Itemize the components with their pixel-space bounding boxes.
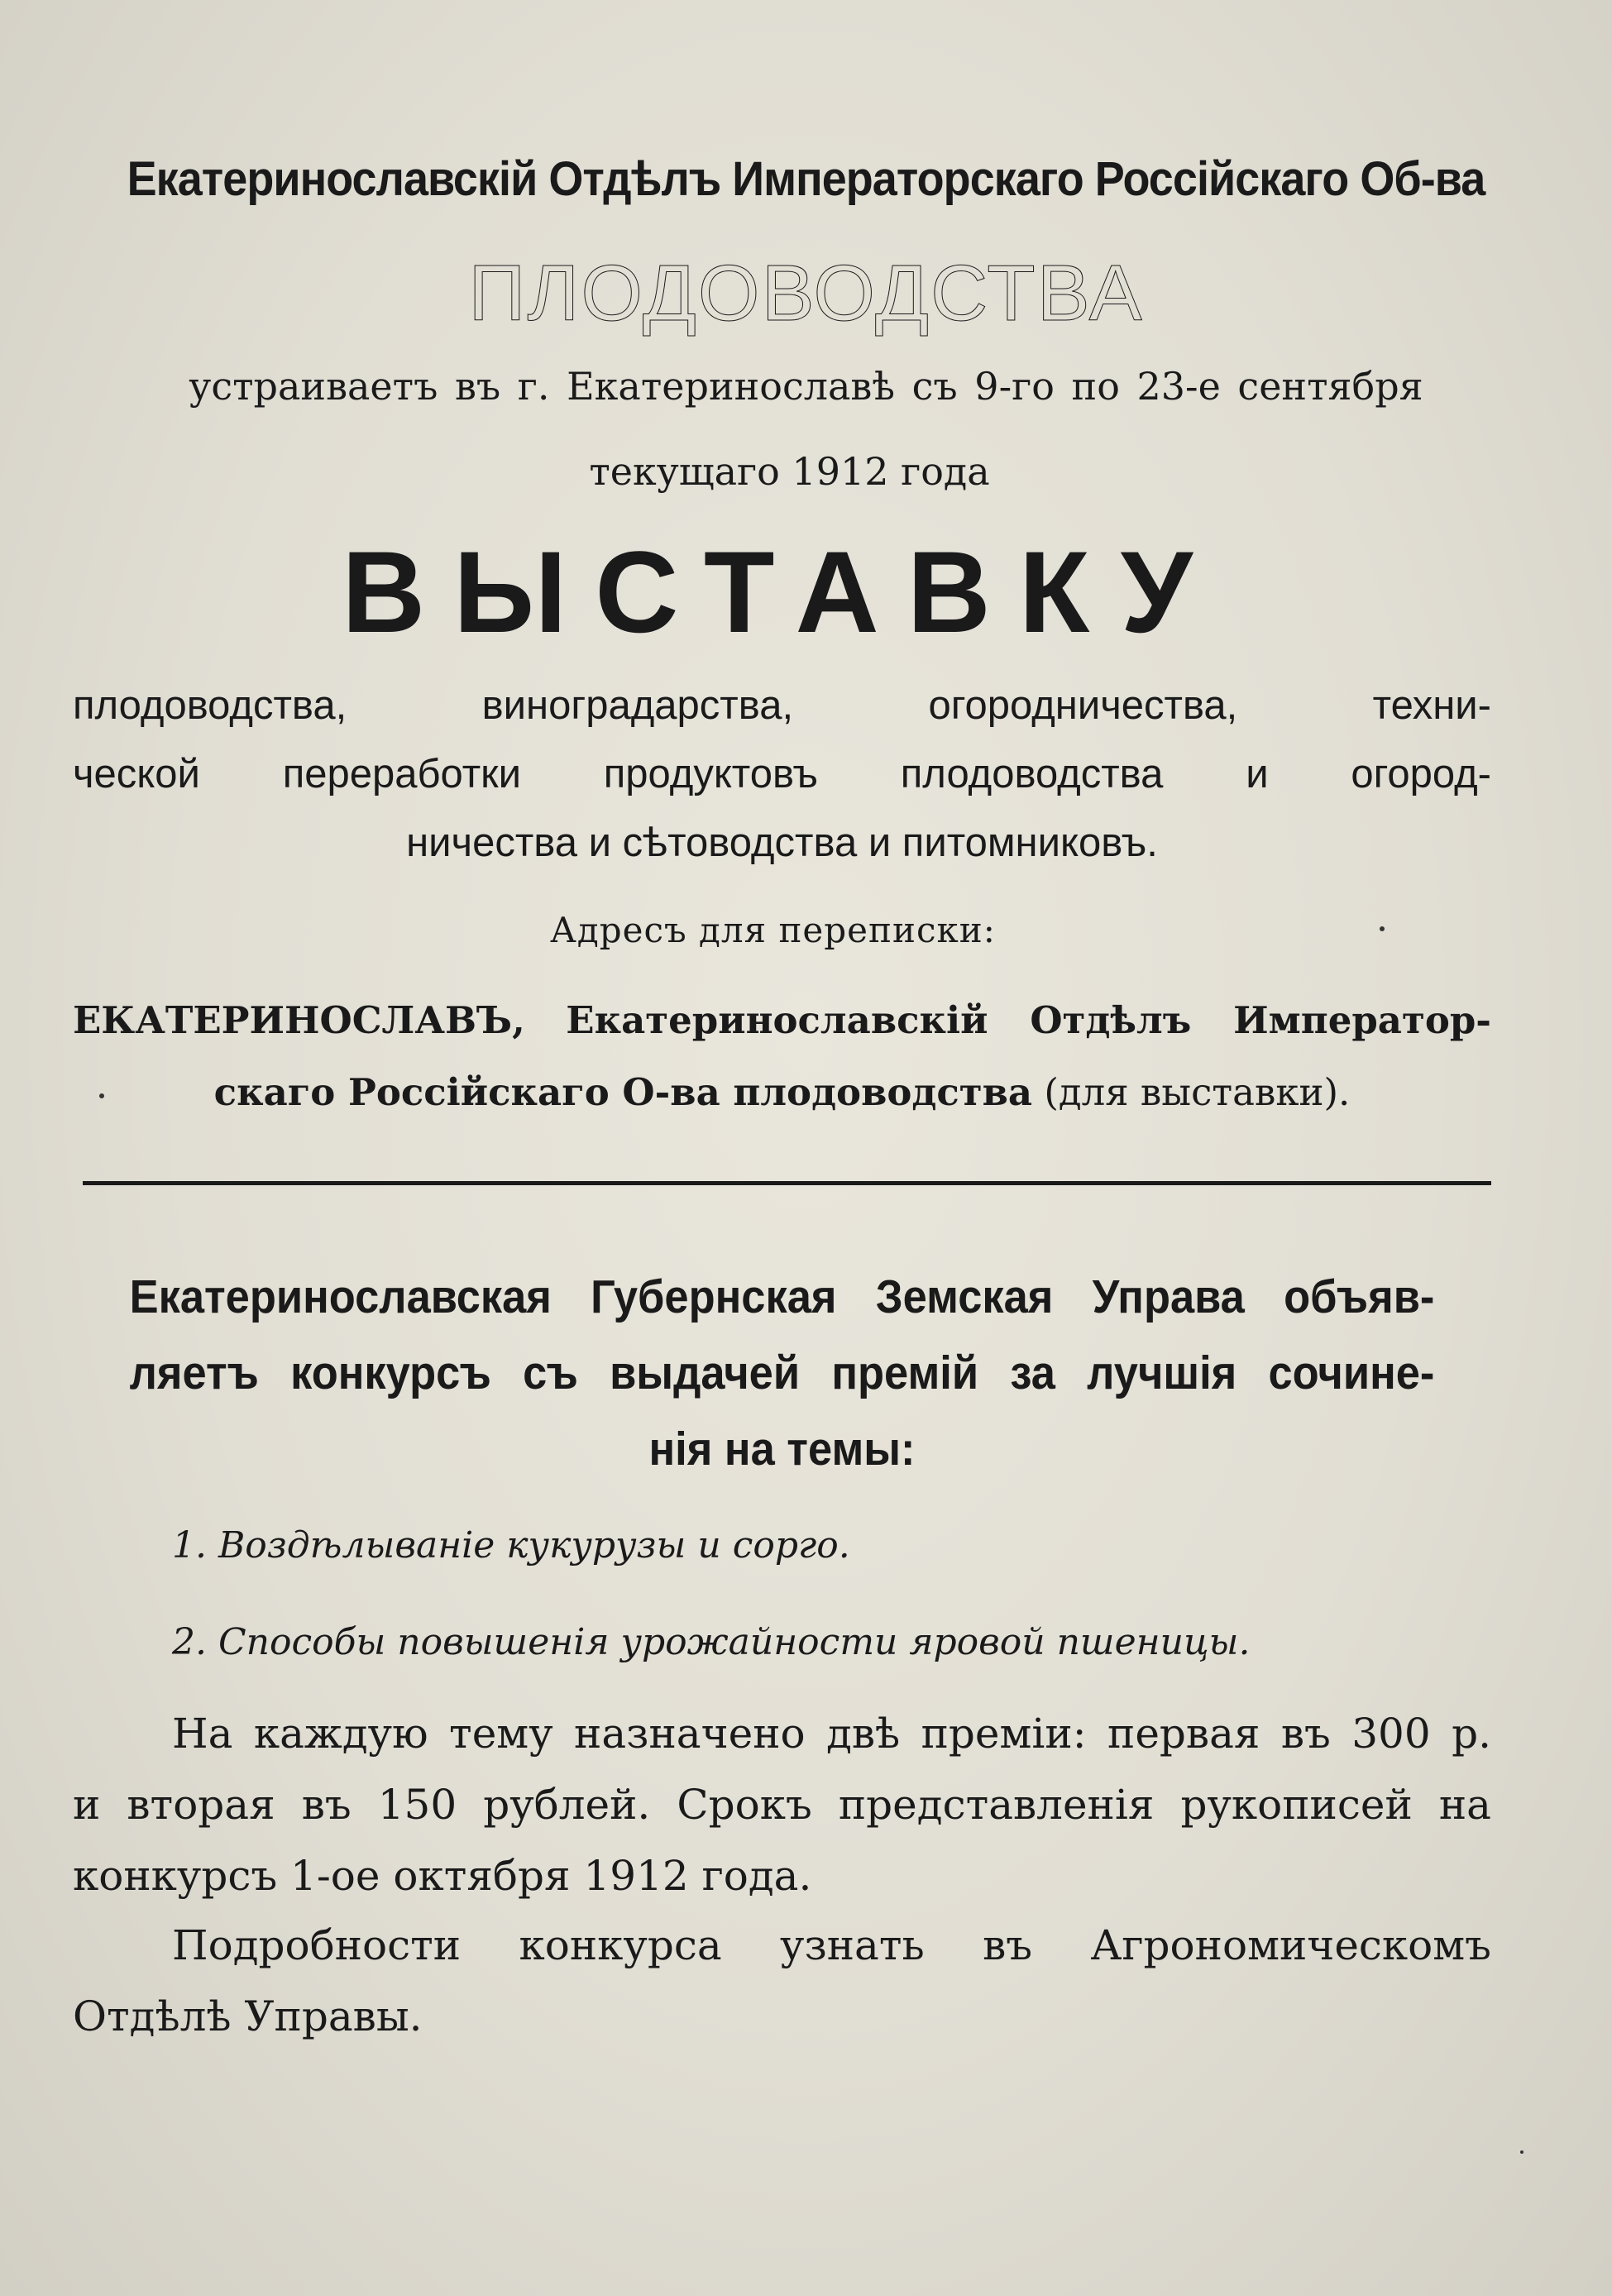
address-line bbox=[73, 1056, 1491, 1128]
contest-line: Екатеринославская Губернская Земская Управа объяв- bbox=[129, 1270, 1435, 1323]
address-note: (для выставки). bbox=[1044, 1070, 1351, 1114]
address-line bbox=[73, 984, 1491, 1056]
details-line: Отдѣлѣ Управы. bbox=[73, 1992, 423, 2040]
contest-announcement bbox=[73, 1259, 1491, 1487]
address-label: Адресъ для переписки: bbox=[550, 910, 996, 950]
exhibition-line: ческой переработки продуктовъ плодоводства и огород- bbox=[73, 752, 1491, 796]
prize-line: На каждую тему назначено двѣ преміи: первая въ 300 р. bbox=[172, 1710, 1491, 1758]
exhibition-line: плодоводства, виноградарства, огородничества, техни- bbox=[73, 683, 1491, 728]
exhibition-description bbox=[73, 672, 1491, 878]
society-subject-heading: ПЛОДОВОДСТВА bbox=[468, 249, 1144, 337]
contest-line: ляетъ конкурсъ съ выдачей премій за лучшія сочине- bbox=[129, 1347, 1435, 1399]
address-city: ЕКАТЕРИНОСЛАВЪ, bbox=[73, 998, 525, 1042]
announcement-year: текущаго 1912 года bbox=[589, 449, 990, 494]
section-divider bbox=[83, 1181, 1491, 1185]
address-society: Екатеринославскій Отдѣлъ Император- bbox=[566, 998, 1491, 1042]
exhibition-line: ничества и сѣтоводства и питомниковъ. bbox=[406, 820, 1158, 865]
prize-paragraph bbox=[73, 1698, 1491, 1911]
paper-speck bbox=[99, 1093, 104, 1098]
details-line: Подробности конкурса узнать въ Агрономическомъ bbox=[172, 1921, 1491, 1969]
contest-line: нія на темы: bbox=[648, 1423, 916, 1476]
address-block bbox=[73, 984, 1491, 1128]
exhibition-heading: ВЫСТАВКУ bbox=[342, 527, 1221, 657]
paper-speck bbox=[1520, 2150, 1524, 2154]
address-society-cont: скаго Россійскаго О-ва плодоводства bbox=[213, 1070, 1033, 1114]
announcement-dates: устраиваетъ въ г. Екатеринославѣ съ 9-го по 23-е сентября bbox=[189, 364, 1423, 409]
society-title: Екатеринославскій Отдѣлъ Императорскаго Россійскаго Об-ва bbox=[127, 152, 1485, 206]
prize-line: конкурсъ 1-ое октября 1912 года. bbox=[73, 1852, 812, 1900]
prize-line: и вторая въ 150 рублей. Срокъ представленія рукописей на bbox=[73, 1781, 1491, 1829]
contest-topic-1: 1. Воздѣлываніе кукурузы и сорго. bbox=[172, 1524, 850, 1567]
contest-topic-2: 2. Способы повышенія урожайности яровой пшеницы. bbox=[172, 1621, 1251, 1663]
details-paragraph bbox=[73, 1910, 1491, 2052]
paper-speck bbox=[1380, 926, 1385, 931]
